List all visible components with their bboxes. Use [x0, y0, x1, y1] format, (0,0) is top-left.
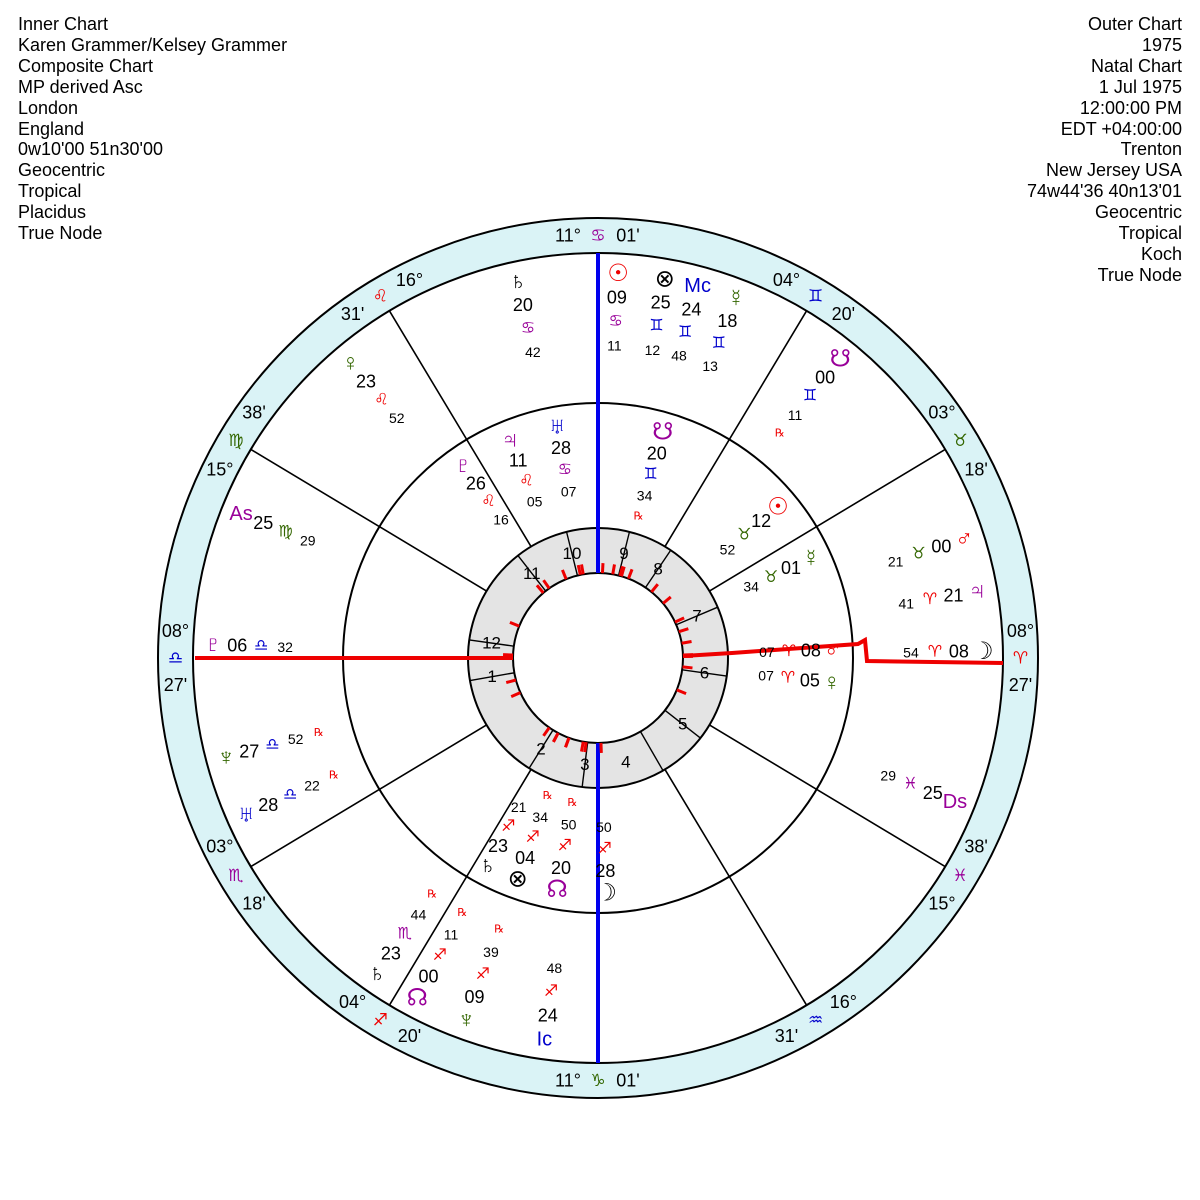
planet-minute: 07 [758, 667, 774, 684]
house-number-2: 2 [536, 739, 546, 759]
sign-icon: ♓︎ [903, 775, 918, 793]
uranus-icon: ♅ [548, 413, 567, 441]
ascendant-icon: As [229, 502, 253, 525]
outer-chart-line: Tropical [1118, 223, 1182, 244]
house-number-1: 1 [487, 667, 497, 687]
descendant-icon: Ds [942, 791, 968, 814]
cusp-minute: 27' [163, 675, 188, 695]
sign-icon: ♐︎ [597, 840, 612, 858]
cusp-minute: 18' [964, 459, 988, 480]
sign-icon: ♊︎ [678, 323, 693, 341]
planet-degree: 23 [487, 836, 509, 857]
planet-minute: 29 [880, 767, 896, 784]
cusp-degree: 04° [339, 991, 367, 1012]
retrograde-icon: ℞ [313, 726, 324, 739]
planet-degree: 11 [508, 450, 528, 471]
north-node-icon: ☊ [406, 984, 428, 1012]
inner-chart-line: Karen Grammer/Kelsey Grammer [18, 34, 288, 55]
planet-degree: 09 [606, 287, 627, 308]
retrograde-icon: ℞ [633, 510, 644, 523]
sign-icon: ♎︎ [254, 637, 269, 655]
house-ring-inner [513, 573, 683, 743]
venus-icon: ♀ [822, 669, 841, 697]
mercury-icon: ☿ [801, 545, 820, 573]
planet-degree: 23 [355, 371, 376, 392]
planet-tick [578, 565, 580, 575]
planet-minute: 42 [525, 343, 541, 360]
cusp-minute: 15° [206, 459, 234, 480]
planet-minute: 21 [887, 553, 904, 570]
planet-degree: 01 [781, 557, 802, 578]
planet-degree: 20 [512, 294, 533, 315]
planet-degree: 20 [550, 857, 572, 878]
planet-minute: 22 [304, 777, 320, 794]
sign-icon: ♌︎ [481, 493, 496, 511]
house-number-6: 6 [699, 663, 710, 683]
planet-degree: 23 [380, 943, 401, 964]
uranus-icon: ♅ [237, 801, 256, 829]
sign-icon: ♍︎ [278, 523, 293, 541]
saturn-icon: ♄ [508, 267, 527, 295]
sign-icon: ♊︎ [802, 387, 818, 405]
outer-chart-line: EDT +04:00:00 [1060, 118, 1182, 139]
cusp-degree: 16° [829, 991, 857, 1012]
cusp-degree: 03° [928, 402, 956, 423]
planet-minute: 34 [636, 487, 653, 504]
planet-tick [582, 742, 584, 752]
pluto-icon: ♇ [204, 631, 223, 659]
outer-chart-line: Natal Chart [1090, 55, 1182, 76]
sign-icon: ♐︎ [475, 966, 490, 984]
planet-tick [613, 564, 615, 574]
outer-chart-line: Outer Chart [1087, 14, 1182, 34]
retrograde-icon: ℞ [427, 888, 438, 901]
cusp-minute: 27' [1008, 675, 1033, 695]
cusp-minute: 15° [928, 893, 956, 914]
imum-coeli-icon: Ic [536, 1028, 553, 1051]
house-number-11: 11 [522, 563, 541, 583]
outer-chart-line: 1975 [1141, 34, 1182, 55]
planet-minute: 11 [443, 926, 459, 943]
south-node-icon: ☋ [829, 345, 851, 373]
planet-minute: 48 [671, 347, 687, 364]
retrograde-icon: ℞ [494, 923, 505, 936]
planet-minute: 13 [702, 357, 718, 374]
planet-tick [602, 563, 603, 573]
planet-minute: 50 [596, 818, 612, 835]
mars-icon: ♂ [955, 525, 974, 553]
house-number-4: 4 [621, 752, 631, 772]
outer-chart-line: Trenton [1120, 139, 1182, 160]
planet-minute: 32 [277, 639, 293, 656]
cusp-minute: 20' [397, 1026, 422, 1047]
sign-icon: ♉︎ [763, 568, 779, 586]
sign-icon: ♏︎ [397, 925, 412, 943]
saturn-icon: ♄ [478, 851, 497, 879]
sign-icon: ♐︎ [372, 1010, 389, 1030]
planet-degree: 18 [717, 310, 738, 331]
moon-icon: ☽ [972, 637, 994, 665]
planet-degree: 09 [464, 987, 485, 1008]
cusp-degree: 38' [964, 836, 988, 857]
cusp-minute: 01' [616, 225, 640, 246]
mercury-icon: ☿ [726, 285, 745, 313]
sign-icon: ♑︎ [590, 1071, 606, 1090]
outer-chart-line: 74w44'36 40n13'01 [1026, 181, 1182, 202]
planet-degree: 25 [922, 783, 943, 804]
planet-minute: 29 [300, 532, 316, 549]
planet-degree: 28 [595, 860, 616, 881]
planet-minute: 34 [532, 808, 548, 825]
cusp-minute: 18' [242, 893, 266, 914]
inner-chart-line: London [18, 97, 79, 118]
planet-degree: 00 [418, 966, 439, 987]
planet-degree: 00 [815, 367, 836, 388]
sign-icon: ♉︎ [911, 545, 926, 563]
sign-icon: ♋︎ [557, 461, 573, 479]
planet-minute: 54 [903, 644, 919, 661]
planet-minute: 52 [389, 410, 405, 427]
planet-minute: 12 [644, 341, 661, 358]
saturn-icon: ♄ [368, 959, 387, 987]
cusp-degree: 16° [395, 269, 424, 290]
jupiter-icon: ♃ [500, 426, 519, 454]
part-of-fortune-icon: ⊗ [507, 865, 528, 893]
cusp-degree: 04° [772, 269, 801, 290]
neptune-icon: ♆ [217, 744, 236, 772]
sign-icon: ♎︎ [282, 786, 298, 804]
retrograde-icon: ℞ [329, 769, 339, 782]
planet-degree: 08 [948, 641, 969, 662]
sign-icon: ♎︎ [265, 736, 280, 754]
cusp-minute: 31' [774, 1026, 799, 1047]
planet-tick [585, 742, 586, 752]
cusp-minute: 31' [340, 304, 365, 325]
sign-icon: ♊︎ [807, 286, 824, 306]
sign-icon: ♋︎ [608, 312, 623, 330]
house-number-12: 12 [482, 633, 502, 653]
sign-icon: ♌︎ [374, 391, 389, 409]
planet-minute: 39 [483, 944, 499, 961]
planet-minute: 44 [410, 906, 427, 923]
sign-icon: ♐︎ [432, 947, 447, 965]
sign-icon: ♈︎ [781, 642, 797, 660]
planet-degree: 28 [550, 438, 572, 459]
retrograde-icon: ℞ [567, 796, 578, 809]
planet-minute: 11 [607, 337, 622, 354]
sign-icon: ♓︎ [952, 866, 968, 886]
planet-minute: 21 [510, 799, 527, 816]
cusp-degree: 11° [555, 225, 581, 246]
planet-degree: 21 [943, 585, 964, 606]
planet-degree: 04 [515, 848, 536, 869]
retrograde-icon: ℞ [457, 907, 468, 920]
inner-chart-line: Tropical [18, 181, 82, 202]
planet-minute: 52 [287, 731, 304, 748]
planet-tick [582, 564, 584, 574]
planet-minute: 48 [546, 959, 563, 976]
planet-degree: 24 [537, 1005, 558, 1026]
house-number-8: 8 [653, 559, 663, 579]
moon-icon: ☽ [595, 879, 617, 907]
mars-icon: ♂ [823, 636, 842, 664]
planet-minute: 16 [493, 511, 509, 528]
house-number-10: 10 [562, 544, 582, 564]
outer-chart-line: New Jersey USA [1045, 160, 1182, 181]
part-of-fortune-icon: ⊗ [654, 265, 675, 293]
sign-icon: ♊︎ [711, 334, 726, 352]
inner-chart-line: MP derived Asc [18, 76, 143, 97]
inner-chart-line: 0w10'00 51n30'00 [18, 139, 164, 160]
cusp-minute: 01' [616, 1070, 640, 1091]
outer-chart-line: Geocentric [1094, 202, 1182, 223]
cusp-minute: 20' [831, 304, 856, 325]
neptune-icon: ♆ [457, 1006, 476, 1034]
retrograde-icon: ℞ [774, 427, 785, 440]
sign-icon: ♋︎ [520, 319, 536, 337]
sign-icon: ♌︎ [372, 286, 389, 306]
sign-icon: ♋︎ [590, 226, 606, 245]
sign-icon: ♊︎ [649, 317, 664, 335]
house-number-7: 7 [692, 606, 702, 626]
sign-icon: ♊︎ [643, 465, 658, 483]
house-number-3: 3 [580, 755, 590, 775]
planet-degree: 05 [799, 670, 820, 691]
sign-icon: ♍︎ [228, 430, 244, 450]
outer-chart-line: Koch [1140, 243, 1182, 264]
sign-icon: ♏︎ [228, 866, 244, 886]
midheaven-icon: Mc [684, 275, 711, 298]
south-node-icon: ☋ [652, 418, 674, 446]
planet-tick [683, 667, 693, 668]
inner-chart-line: England [18, 118, 85, 139]
inner-chart-line: Placidus [18, 202, 87, 223]
sign-icon: ♈︎ [927, 643, 943, 661]
sign-icon: ♐︎ [501, 818, 516, 836]
planet-degree: 28 [258, 794, 279, 815]
sign-icon: ♈︎ [780, 669, 796, 687]
planet-minute: 41 [898, 595, 915, 612]
venus-icon: ♀ [341, 349, 360, 377]
outer-chart-line: True Node [1097, 264, 1182, 285]
jupiter-icon: ♃ [968, 577, 987, 605]
inner-chart-line: Composite Chart [18, 55, 154, 76]
sign-icon: ♉︎ [952, 430, 968, 450]
sign-icon: ♐︎ [525, 828, 540, 846]
planet-degree: 24 [681, 299, 702, 320]
cusp-degree: 03° [206, 836, 234, 857]
planet-degree: 25 [253, 512, 274, 533]
planet-degree: 26 [465, 473, 486, 494]
cusp-degree: 08° [1006, 621, 1035, 641]
planet-degree: 06 [227, 635, 248, 656]
sign-icon: ♈︎ [1012, 648, 1029, 668]
planet-minute: 05 [526, 493, 543, 510]
sign-icon: ♐︎ [543, 983, 559, 1001]
pluto-icon: ♇ [454, 451, 473, 479]
planet-minute: 52 [719, 541, 736, 558]
house-number-5: 5 [677, 714, 688, 734]
planet-minute: 07 [560, 483, 577, 500]
sign-icon: ♒︎ [807, 1010, 824, 1030]
sign-icon: ♐︎ [557, 837, 573, 855]
house-number-9: 9 [619, 544, 629, 564]
sign-icon: ♌︎ [519, 472, 534, 490]
north-node-icon: ☊ [546, 875, 568, 903]
planet-degree: 12 [751, 511, 772, 532]
outer-chart-line: 1 Jul 1975 [1098, 76, 1182, 97]
inner-chart-line: Geocentric [18, 160, 106, 181]
planet-degree: 27 [239, 741, 260, 762]
sun-icon: ☉ [767, 493, 789, 521]
cusp-degree: 08° [161, 621, 190, 641]
planet-degree: 08 [800, 640, 821, 661]
sun-icon: ☉ [607, 260, 629, 288]
sign-icon: ♈︎ [922, 590, 938, 608]
planet-degree: 25 [650, 292, 671, 313]
inner-chart-line: Inner Chart [18, 14, 109, 34]
planet-minute: 34 [743, 578, 759, 595]
cusp-degree: 11° [555, 1070, 581, 1091]
planet-minute: 11 [787, 406, 803, 423]
sign-icon: ♉︎ [737, 526, 752, 544]
planet-degree: 20 [646, 443, 667, 464]
cusp-degree: 38' [242, 402, 266, 423]
retrograde-icon: ℞ [542, 790, 553, 803]
planet-degree: 00 [931, 536, 952, 557]
inner-chart-line: True Node [18, 223, 103, 244]
planet-minute: 50 [560, 816, 577, 833]
planet-tick [682, 642, 692, 644]
sign-icon: ♎︎ [167, 648, 184, 668]
planet-minute: 07 [759, 644, 775, 661]
outer-chart-line: 12:00:00 PM [1079, 97, 1182, 118]
